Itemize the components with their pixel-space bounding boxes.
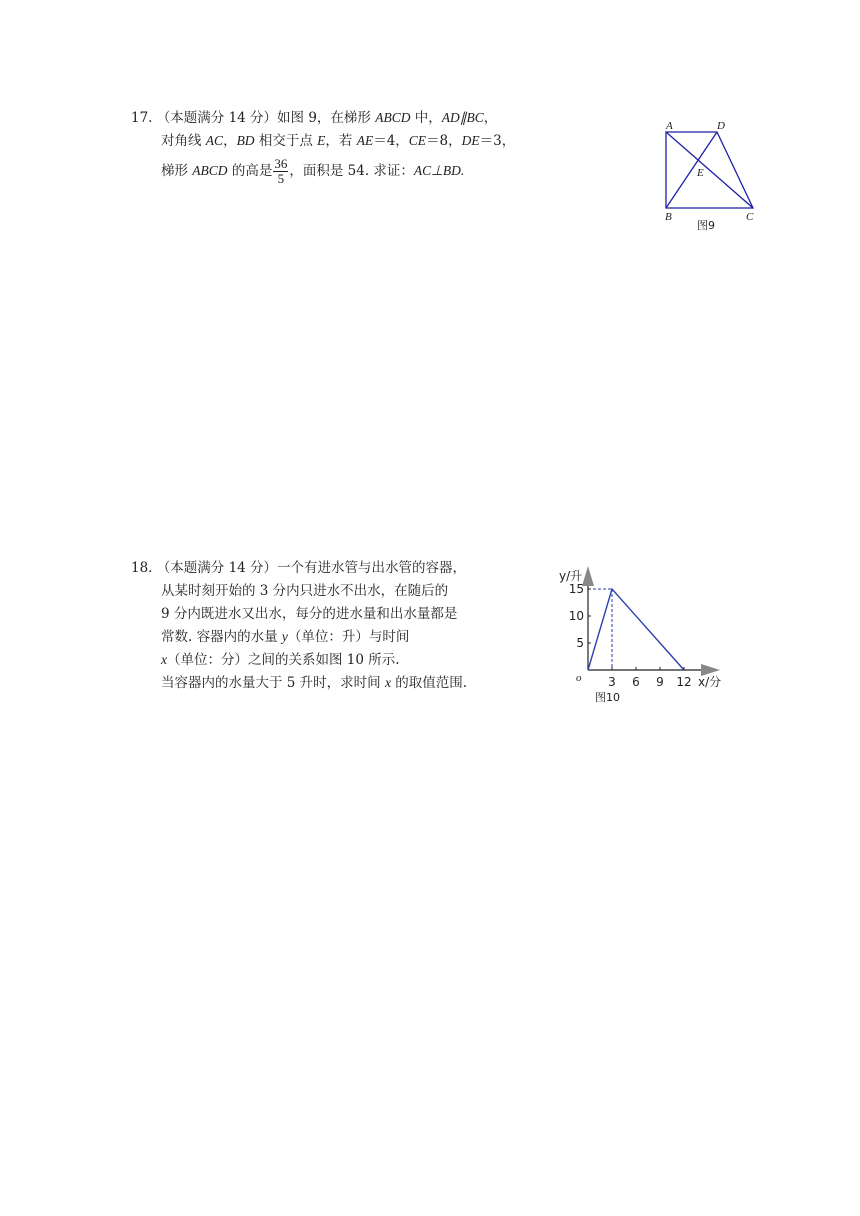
figure-10-chart [555, 560, 735, 710]
q17-text: 相交于点 [254, 133, 318, 149]
q18-line-4 [161, 627, 409, 647]
label-a: A [666, 120, 673, 132]
label-b: B [665, 211, 672, 223]
q18-text: 从某时刻开始的 3 分内只进水不出水，在随后的 [161, 583, 449, 599]
figure-10-caption: 图10 [595, 691, 620, 704]
q17-de: DE [461, 133, 480, 148]
x-tick-label: 9 [656, 675, 664, 689]
x-tick-label: 12 [676, 675, 692, 689]
q18-text: （本题满分 14 分）一个有进水管与出水管的容器， [156, 560, 467, 576]
q18-line-6 [161, 673, 467, 693]
q17-text: ＝3， [479, 133, 516, 149]
q18-text: 9 分内既进水又出水，每分的进水量和出水量都是 [161, 606, 458, 622]
q17-line-2 [161, 131, 515, 151]
y-tick-label: 15 [568, 582, 584, 596]
q18-text: （单位：升）与时间 [287, 629, 410, 645]
q17-ae: AE [356, 133, 374, 148]
q18-line-2 [161, 581, 448, 601]
y-tick-label: 5 [576, 636, 584, 650]
x-axis-label: x/分 [698, 675, 722, 689]
q17-text: 梯形 [161, 163, 193, 179]
q17-text: 对角线 [161, 133, 206, 149]
q18-line-5 [161, 650, 400, 670]
q17-number: 17. [131, 110, 153, 126]
q17-header: （本题满分 14 分）如图 9，在梯形 [156, 110, 376, 126]
fraction-denominator: 5 [277, 171, 285, 186]
q17-ad-bc: AD∥BC [441, 110, 484, 125]
q17-text: ，若 [325, 133, 357, 149]
q17-text: ＝4， [373, 133, 409, 149]
q17-line-1 [131, 108, 497, 128]
q17-bd: BD [236, 133, 255, 148]
q18-line-1 [131, 558, 466, 578]
label-c: C [746, 211, 754, 223]
q17-abcd: ABCD [192, 163, 228, 178]
q18-var-x: x [161, 652, 167, 667]
q18-text: （单位：分）之间的关系如图 10 所示. [167, 652, 400, 668]
x-tick-label: 6 [632, 675, 640, 689]
fraction-numerator: 36 [274, 156, 288, 171]
q17-text: ＝8， [426, 133, 462, 149]
origin-label: o [576, 672, 582, 684]
q17-height-fraction [273, 157, 288, 186]
y-axis-label: y/升 [559, 569, 583, 583]
q17-ac: AC [205, 133, 224, 148]
q18-var-y: y [281, 629, 288, 644]
q17-text: ， [223, 133, 237, 149]
q17-text: 的高是 [227, 163, 273, 179]
x-tick-label: 3 [608, 675, 616, 689]
q18-text: 的取值范围. [390, 675, 468, 691]
q17-proof-goal: AC⊥BD. [413, 163, 465, 178]
y-tick-label: 10 [568, 609, 584, 623]
q17-text: ， [483, 110, 498, 126]
q17-ce: CE [408, 133, 427, 148]
series-line [588, 589, 684, 670]
figure-9-trapezoid [660, 120, 760, 235]
figure-9-caption: 图9 [697, 219, 715, 232]
label-e: E [697, 167, 704, 179]
label-d: D [717, 120, 725, 132]
q17-text: ，面积是 54. 求证： [289, 163, 414, 179]
q17-text: 中， [410, 110, 442, 126]
q18-line-3 [161, 604, 457, 624]
q18-number: 18. [131, 560, 153, 576]
q18-text: 当容器内的水量大于 5 升时，求时间 [161, 675, 385, 691]
q18-var-x: x [384, 675, 391, 690]
q17-line-3 [161, 157, 464, 186]
q17-abcd: ABCD [375, 110, 411, 125]
q18-text: 常数. 容器内的水量 [161, 629, 282, 645]
q17-e: E [317, 133, 326, 148]
